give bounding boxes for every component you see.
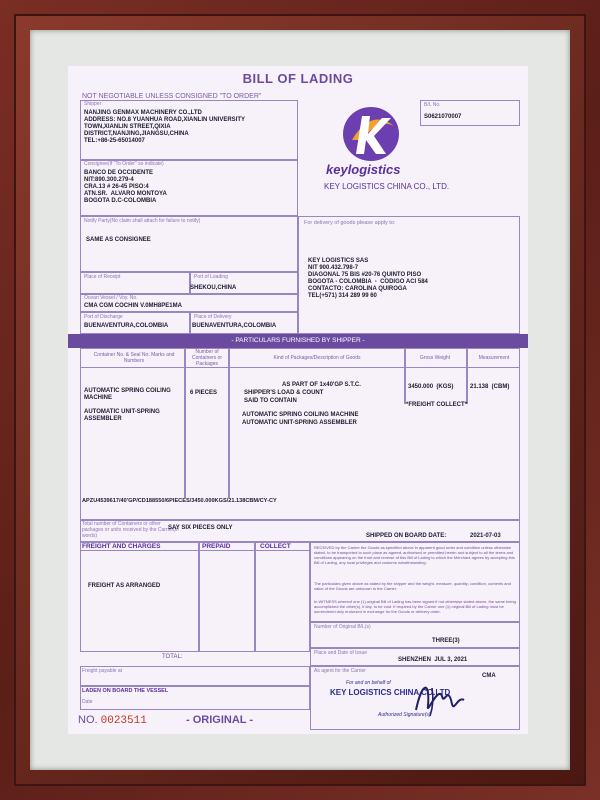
non-negotiable-note: NOT NEGOTIABLE UNLESS CONSIGNED "TO ORDER": [82, 93, 262, 100]
company-name: KEY LOGISTICS CHINA CO., LTD.: [324, 182, 450, 191]
serial-number: [78, 714, 147, 727]
original-label: - ORIGINAL -: [186, 714, 254, 726]
bill-of-lading-document: [68, 66, 528, 734]
laden-date-label: Date: [82, 699, 93, 705]
collect-header: COLLECT: [260, 543, 291, 550]
laden-on-board-label: LADEN ON BOARD THE VESSEL: [82, 688, 169, 694]
witness-terms: In WITNESS whereof one (1) original Bill of Lading has been signed if not otherwise stated above, the same being accomplished the other(s), if any, to be void. If required by the Carrier one (1) original Bill of Lading must be surrendered duly endorsed in exchange for the Goods or delivery order.: [314, 599, 516, 614]
place-delivery-label: Place of Delivery: [194, 314, 232, 320]
consignee-line-1: BANCO DE OCCIDENTE: [84, 170, 154, 176]
shipper-line-5: TEL:+86-25-65014007: [84, 138, 145, 144]
delivery-line-1: KEY LOGISTICS SAS: [308, 258, 369, 264]
document-title: BILL OF LADING: [242, 71, 354, 86]
issue-value: SHENZHEN JUL 3, 2021: [398, 657, 468, 663]
particulars-terms: The particulars given above as stated by the shipper and the weight, measure, quantity, condition, contents and value of the Goods are unknown to the Carrier.: [314, 581, 511, 591]
particulars-band: - PARTICULARS FURNISHED BY SHIPPER -: [68, 334, 528, 348]
shipped-on-board-label: SHIPPED ON BOARD DATE:: [366, 533, 447, 539]
issue-label: Place and Date of Issue: [314, 650, 368, 656]
vessel-value: CMA CGM COCHIN V.0MH8PE1MA: [84, 303, 182, 309]
container-line: APZU4539617/40'GP/CD188550/6PIECES/3450.000KGS/21.138CBM/CY-CY: [82, 498, 277, 504]
vessel-label: Ocean Vessel / Voy. No.: [84, 295, 138, 301]
desc2-line-1: AUTOMATIC SPRING COILING MACHINE: [242, 412, 359, 418]
freight-col-divider-1: [198, 542, 200, 652]
desc-line-1: AS PART OF 1x40'GP S.T.C.: [282, 382, 361, 388]
received-terms: RECEIVED by the Carrier the Goods as specified above in apparent good order and condition unless otherwise stated, to be transported to such place as agreed, authorised or permitted herein and subject to all the terms and conditions appearing on the front and reverse of this Bill of Lading to which the Merchant agrees by accepting this Bill of Lading, any local privileges and customs notwithstanding.: [314, 545, 515, 565]
delivery-line-4: BOGOTA - COLOMBIA - CODIGO ACI 584: [308, 279, 428, 285]
delivery-line-5: CONTACTO: CAROLINA QUIROGA: [308, 286, 407, 292]
marks-line-1: AUTOMATIC SPRING COILING: [84, 388, 171, 394]
col-weight-header: Gross Weight: [419, 355, 451, 361]
company-stamp: KEY LOGISTICS CHINA CO.LTD: [330, 688, 451, 697]
col-divider-1: [184, 348, 186, 498]
notify-value: SAME AS CONSIGNEE: [86, 237, 151, 243]
stamp-signature-label: Authorized Signature(s): [378, 712, 431, 718]
col-measure-header: Measurement: [478, 355, 510, 361]
desc2-line-2: AUTOMATIC UNIT-SPRING ASSEMBLER: [242, 420, 357, 426]
agent-label: As agent for the Carrier: [314, 668, 366, 674]
col-number-header: Number of Containers or Packages: [191, 349, 222, 367]
delivery-agent-label: For delivery of goods please apply to:: [304, 220, 396, 226]
packages-value: 6 PIECES: [190, 390, 218, 396]
freight-payable-label: Freight payable at: [82, 668, 123, 674]
desc-line-3: SAID TO CONTAIN: [244, 398, 297, 404]
originals-value: THREE(3): [432, 638, 460, 644]
bl-number-value: S0621070007: [424, 114, 462, 120]
delivery-line-2: NIT 900.432.798-7: [308, 265, 359, 271]
consignee-label: Consignee(If "To Order" so indicate): [84, 161, 164, 167]
loading-value: SHEKOU,CHINA: [190, 285, 237, 291]
bl-number-label: B/L No.: [424, 102, 441, 108]
col-marks-header: Container No. & Seal No. Marks and Numbers: [93, 352, 175, 364]
logo-wordmark: keylogistics: [326, 162, 401, 177]
serial-value: 0023511: [100, 715, 147, 727]
total-packages-label: Total number of Containers or other packages or units received by the Carrier(in words): [82, 521, 179, 539]
discharge-value: BUENAVENTURA,COLOMBIA: [84, 323, 169, 329]
loading-label: Port of Loading: [194, 274, 228, 280]
shipper-label: Shipper: [84, 101, 102, 107]
notify-label: Notify Party(No claim shall attach for failure to notify): [84, 218, 201, 224]
receipt-label: Place of Receipt: [84, 274, 121, 280]
serial-prefix: NO.: [78, 714, 98, 726]
freight-col-divider-2: [254, 542, 256, 652]
consignee-line-4: ATN.SR. ALVARO MONTOYA: [84, 191, 167, 197]
col-divider-3: [404, 348, 406, 404]
keylogistics-logo-icon: [338, 104, 404, 164]
discharge-label: Port of Discharge: [84, 314, 123, 320]
gross-weight-value: 3450.000 (KGS): [408, 384, 454, 390]
shipped-on-board-date: 2021-07-03: [470, 533, 501, 539]
total-label: TOTAL:: [162, 654, 183, 660]
col-divider-4: [466, 348, 468, 404]
delivery-line-6: TEL(+571) 314 289 99 60: [308, 293, 377, 299]
shipper-line-2: ADDRESS: NO.8 YUANHUA ROAD,XIANLIN UNIVERSITY: [84, 117, 246, 123]
goods-table: [80, 348, 520, 520]
desc-line-2: SHIPPER'S LOAD & COUNT: [244, 390, 324, 396]
freight-box: [80, 542, 310, 652]
shipper-line-3: TOWN,XIANLIN STREET,QIXIA: [84, 124, 171, 130]
marks-line-5: ASSEMBLER: [84, 416, 122, 422]
freight-collect-note: *FREIGHT COLLECT*: [406, 402, 467, 408]
col-kind-header: Kind of Packages/Description of Goods: [273, 355, 361, 361]
originals-label: Number of Original B/L(s): [314, 624, 371, 630]
col-divider-2: [228, 348, 230, 498]
shipper-line-1: NANJING GENMAX MACHINERY CO.,LTD: [84, 110, 202, 116]
place-delivery-value: BUENAVENTURA,COLOMBIA: [192, 323, 277, 329]
marks-line-2: MACHINE: [84, 395, 112, 401]
stamp-top-text: For and on behalf of: [346, 680, 391, 686]
prepaid-header: PREPAID: [202, 543, 231, 550]
total-packages-value: SAY SIX PIECES ONLY: [168, 525, 233, 531]
consignee-line-3: CRA.13 # 26-45 PISO:4: [84, 184, 149, 190]
marks-line-4: AUTOMATIC UNIT-SPRING: [84, 409, 160, 415]
delivery-line-3: DIAGONAL 75 BIS #20-76 QUINTO PISO: [308, 272, 422, 278]
shipper-line-4: DISTRICT,NANJING,JIANGSU,CHINA: [84, 131, 189, 137]
carrier-cma: CMA: [482, 673, 496, 679]
freight-charges-header: FREIGHT AND CHARGES: [82, 543, 161, 550]
freight-arranged: FREIGHT AS ARRANGED: [88, 583, 161, 589]
measurement-value: 21.138 (CBM): [470, 384, 510, 390]
consignee-line-5: BOGOTA D.C-COLOMBIA: [84, 198, 157, 204]
consignee-line-2: NIT:890.300.279-4: [84, 177, 134, 183]
